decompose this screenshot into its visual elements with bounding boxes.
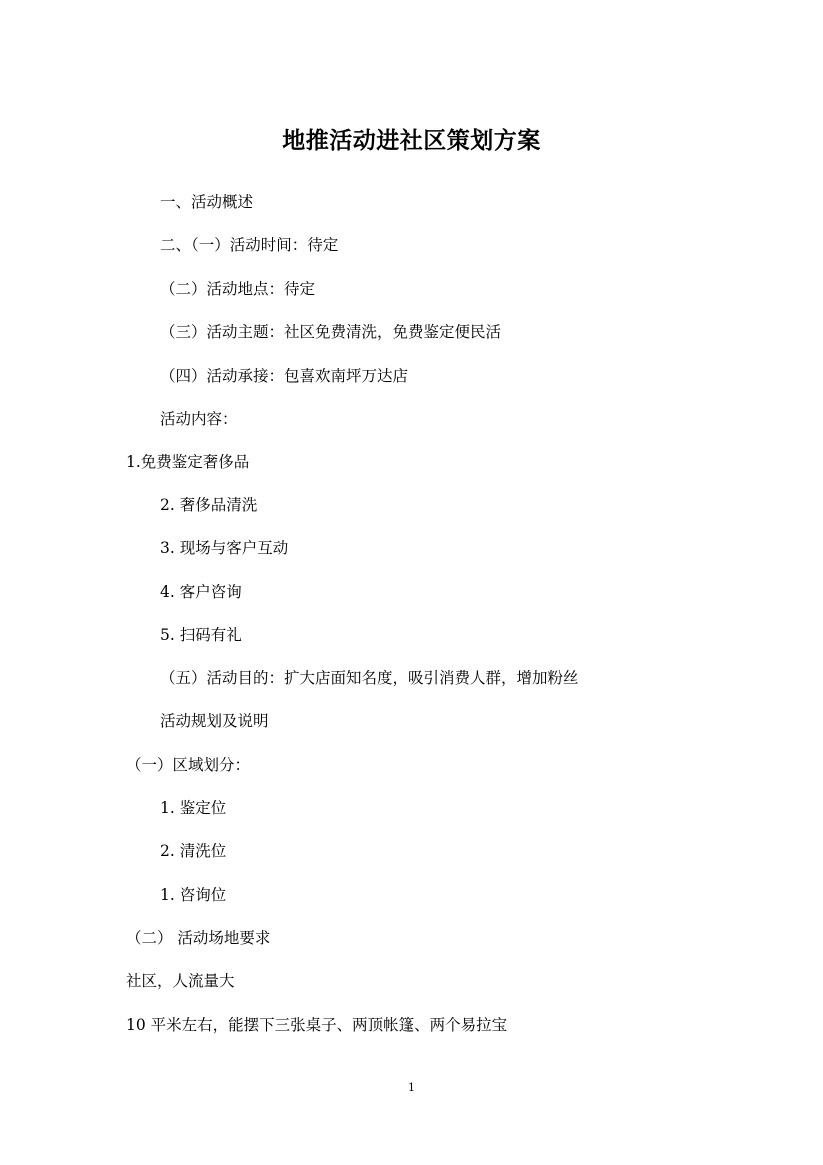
zone-item-consulting: 1. 咨询位 bbox=[160, 886, 227, 904]
activity-host: （四）活动承接：包喜欢南坪万达店 bbox=[160, 367, 409, 385]
zone-division-heading: （一）区域划分： bbox=[126, 756, 251, 774]
activity-location: （二）活动地点：待定 bbox=[160, 280, 316, 298]
zone-item-cleaning: 2. 清洗位 bbox=[160, 842, 227, 860]
activity-time: 二、（一）活动时间：待定 bbox=[160, 236, 339, 254]
activity-theme: （三）活动主题：社区免费清洗，免费鉴定便民活 bbox=[160, 323, 502, 341]
planning-heading: 活动规划及说明 bbox=[160, 712, 269, 730]
page-title: 地推活动进社区策划方案 bbox=[282, 127, 541, 154]
page-number: 1 bbox=[408, 1081, 415, 1094]
zone-item-appraisal: 1. 鉴定位 bbox=[160, 799, 227, 817]
content-item-3: 3. 现场与客户互动 bbox=[160, 539, 289, 557]
section-overview: 一、活动概述 bbox=[160, 193, 254, 211]
venue-requirements-heading: （二） 活动场地要求 bbox=[126, 929, 271, 947]
venue-requirement-2: 10 平米左右，能摆下三张桌子、两顶帐篷、两个易拉宝 bbox=[126, 1016, 508, 1034]
activity-purpose: （五）活动目的：扩大店面知名度，吸引消费人群，增加粉丝 bbox=[160, 669, 579, 687]
venue-requirement-1: 社区，人流量大 bbox=[126, 972, 235, 990]
content-item-4: 4. 客户咨询 bbox=[160, 583, 242, 601]
activity-content-heading: 活动内容： bbox=[160, 410, 238, 428]
content-item-2: 2. 奢侈品清洗 bbox=[160, 496, 258, 514]
content-item-1: 1.免费鉴定奢侈品 bbox=[126, 453, 250, 471]
content-item-5: 5. 扫码有礼 bbox=[160, 626, 242, 644]
